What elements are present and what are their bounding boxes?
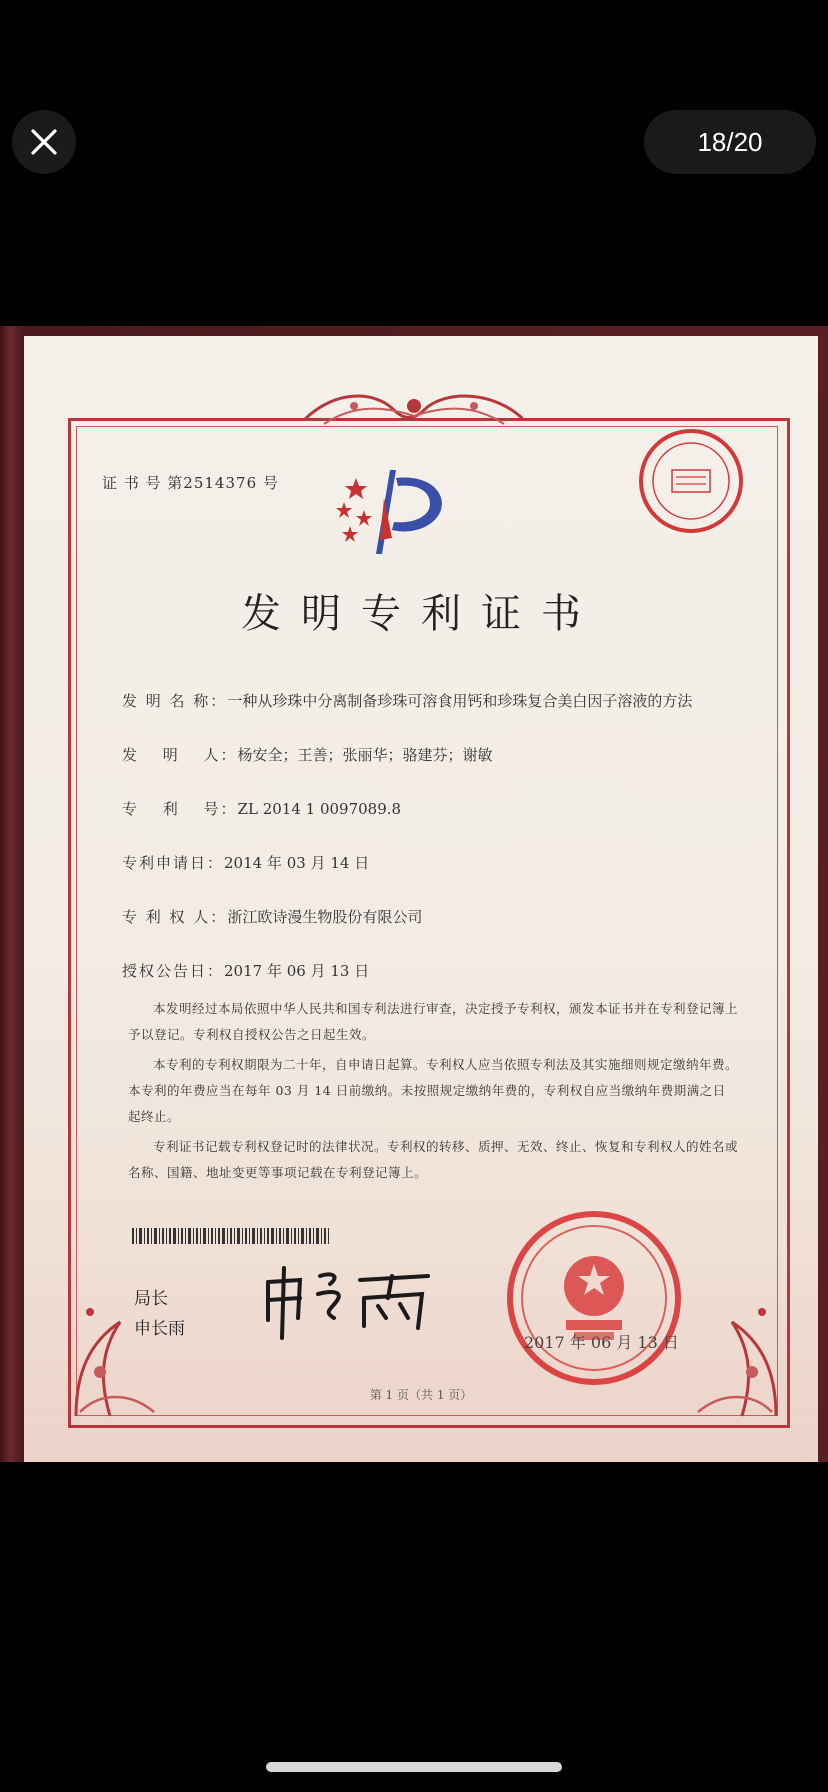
field-value: 2017 年 06 月 13 日	[224, 962, 370, 980]
barcode-icon	[132, 1228, 332, 1244]
field-label: 发 明 人：	[122, 746, 238, 764]
close-icon	[30, 128, 58, 156]
field-value: 2014 年 03 月 14 日	[224, 854, 370, 872]
handwritten-signature-icon	[260, 1262, 440, 1342]
page-note: 第 1 页（共 1 页）	[369, 1388, 473, 1402]
field-label: 专 利 号：	[122, 800, 238, 818]
field-label: 专 利 权 人：	[122, 908, 228, 926]
certificate-photo[interactable]	[0, 326, 828, 1462]
close-button[interactable]	[12, 110, 76, 174]
field-value: 杨安全；王善；张丽华；骆建芬；谢敏	[237, 746, 493, 764]
field-label: 发 明 名 称：	[122, 692, 228, 710]
signatory-title: 局长	[134, 1289, 168, 1309]
patentee-field	[122, 906, 422, 927]
filing-date-field	[122, 852, 369, 873]
certificate-paper	[24, 336, 818, 1462]
patent-office-emblem-icon	[334, 468, 454, 558]
grant-date-field	[122, 960, 369, 981]
field-value: 浙江欧诗漫生物股份有限公司	[227, 908, 423, 926]
body-paragraph: 专利证书记载专利权登记时的法律状况。专利权的转移、质押、无效、终止、恢复和专利权人的姓名或名称、国籍、地址变更等事项记载在专利登记簿上。	[128, 1139, 739, 1180]
signatory-name: 申长雨	[134, 1319, 185, 1339]
certificate-title: 发明专利证书	[241, 591, 601, 637]
field-label: 授权公告日：	[122, 962, 225, 980]
field-label: 专利申请日：	[122, 854, 225, 872]
field-value: 一种从珍珠中分离制备珍珠可溶食用钙和珍珠复合美白因子溶液的方法	[227, 692, 693, 710]
patent-number-field	[122, 798, 401, 819]
red-official-seal-icon	[504, 1208, 684, 1388]
top-ornament-icon	[294, 386, 534, 430]
seal-date: 2017 年 06 月 13 日	[524, 1333, 679, 1352]
invention-name-field	[122, 690, 692, 711]
certificate-number: 证 书 号 第2514376 号	[102, 474, 279, 492]
body-paragraph: 本发明经过本局依照中华人民共和国专利法进行审查，决定授予专利权，颁发本证书并在专利登记簿上予以登记。专利权自授权公告之日起生效。	[128, 1001, 739, 1042]
inventor-field	[122, 744, 493, 765]
home-indicator[interactable]	[266, 1762, 562, 1772]
image-counter: 18/20	[644, 110, 816, 174]
small-red-stamp-icon	[636, 426, 746, 536]
field-value: ZL 2014 1 0097089.8	[237, 800, 402, 818]
body-paragraph: 本专利的专利权期限为二十年，自申请日起算。专利权人应当依照专利法及其实施细则规定缴纳年费。本专利的年费应当在每年 03 月 14 日前缴纳。未按照规定缴纳年费的，专利权自应当缴纳年费期满之日起终止。	[128, 1057, 739, 1124]
